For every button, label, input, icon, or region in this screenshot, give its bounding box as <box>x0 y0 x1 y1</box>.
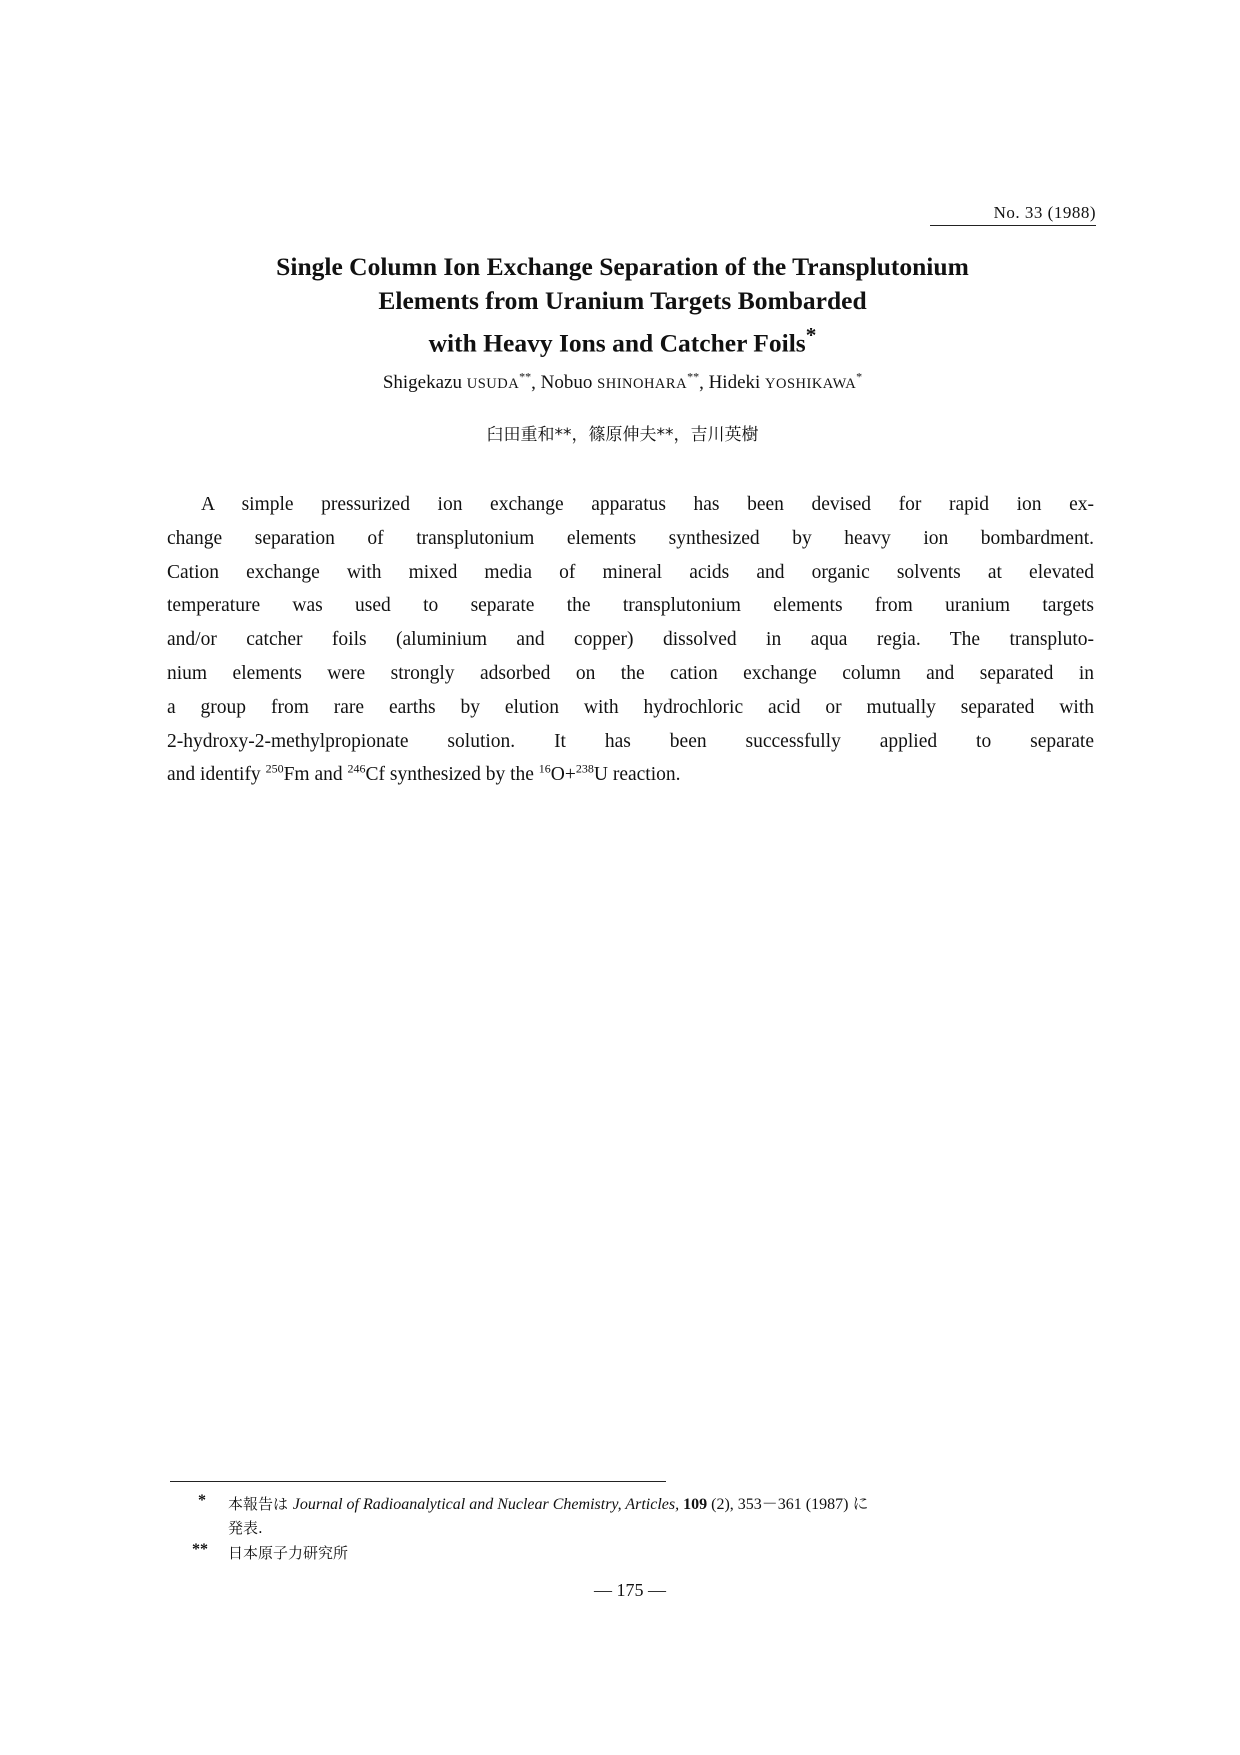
abstract-line: 2-hydroxy-2-methylpropionate solution. It has been successfully applied to separate <box>167 730 1094 752</box>
abstract-line: Cation exchange with mixed media of mineral acids and organic solvents at elevated <box>167 561 1094 583</box>
footnote-2: 日本原子力研究所 <box>228 1544 349 1562</box>
footnote-2-mark: ** <box>192 1541 208 1558</box>
abstract-line: nium elements were strongly adsorbed on the cation exchange column and separated in <box>167 662 1094 684</box>
author-1: Shigekazu USUDA** <box>382 370 532 394</box>
abstract-last-line: and identify $^{250}$Fm and $^{246}$Cf synthesized by the $^{16}$O+$^{238}$U reaction. <box>167 761 681 786</box>
footnote-1-mark: * <box>198 1492 206 1509</box>
footnote-1: 本報告は Journal of Radioanalytical and Nuclear Chemistry, Articles, 109 (2), 353－361 (1987) に <box>228 1495 869 1513</box>
author-list-japanese: 臼田重和**，篠原伸夫**，吉川英樹 <box>486 425 759 445</box>
footnote-divider <box>170 1481 666 1482</box>
issue-number: No. 33 (1988) <box>930 203 1096 226</box>
title-line-1: Single Column Ion Exchange Separation of the Transplutonium <box>276 252 969 281</box>
abstract-line: and/or catcher foils (aluminium and copper) dissolved in aqua regia. The transpluto- <box>167 629 1094 651</box>
title-footnote-mark: * <box>805 323 817 347</box>
page-number: ― 175 ― <box>594 1580 666 1600</box>
author-list: Shigekazu USUDA**, Nobuo SHINOHARA**, Hideki YOSHIKAWA* <box>382 370 863 394</box>
footnote-1-continuation: 発表. <box>228 1519 263 1537</box>
abstract <box>167 488 1094 792</box>
abstract-line: a group from rare earths by elution with hydrochloric acid or mutually separated with <box>167 696 1094 718</box>
paper-title <box>150 250 1095 361</box>
abstract-line: change separation of transplutonium elements synthesized by heavy ion bombardment. <box>167 527 1094 549</box>
author-2: Nobuo SHINOHARA** <box>540 370 700 394</box>
abstract-line: A simple pressurized ion exchange apparatus has been devised for rapid ion ex- <box>201 494 1094 515</box>
title-line-3: with Heavy Ions and Catcher Foils* <box>428 323 817 358</box>
title-line-2: Elements from Uranium Targets Bombarded <box>378 286 867 315</box>
abstract-line: temperature was used to separate the transplutonium elements from uranium targets <box>167 595 1094 617</box>
author-3: Hideki YOSHIKAWA* <box>708 370 863 394</box>
